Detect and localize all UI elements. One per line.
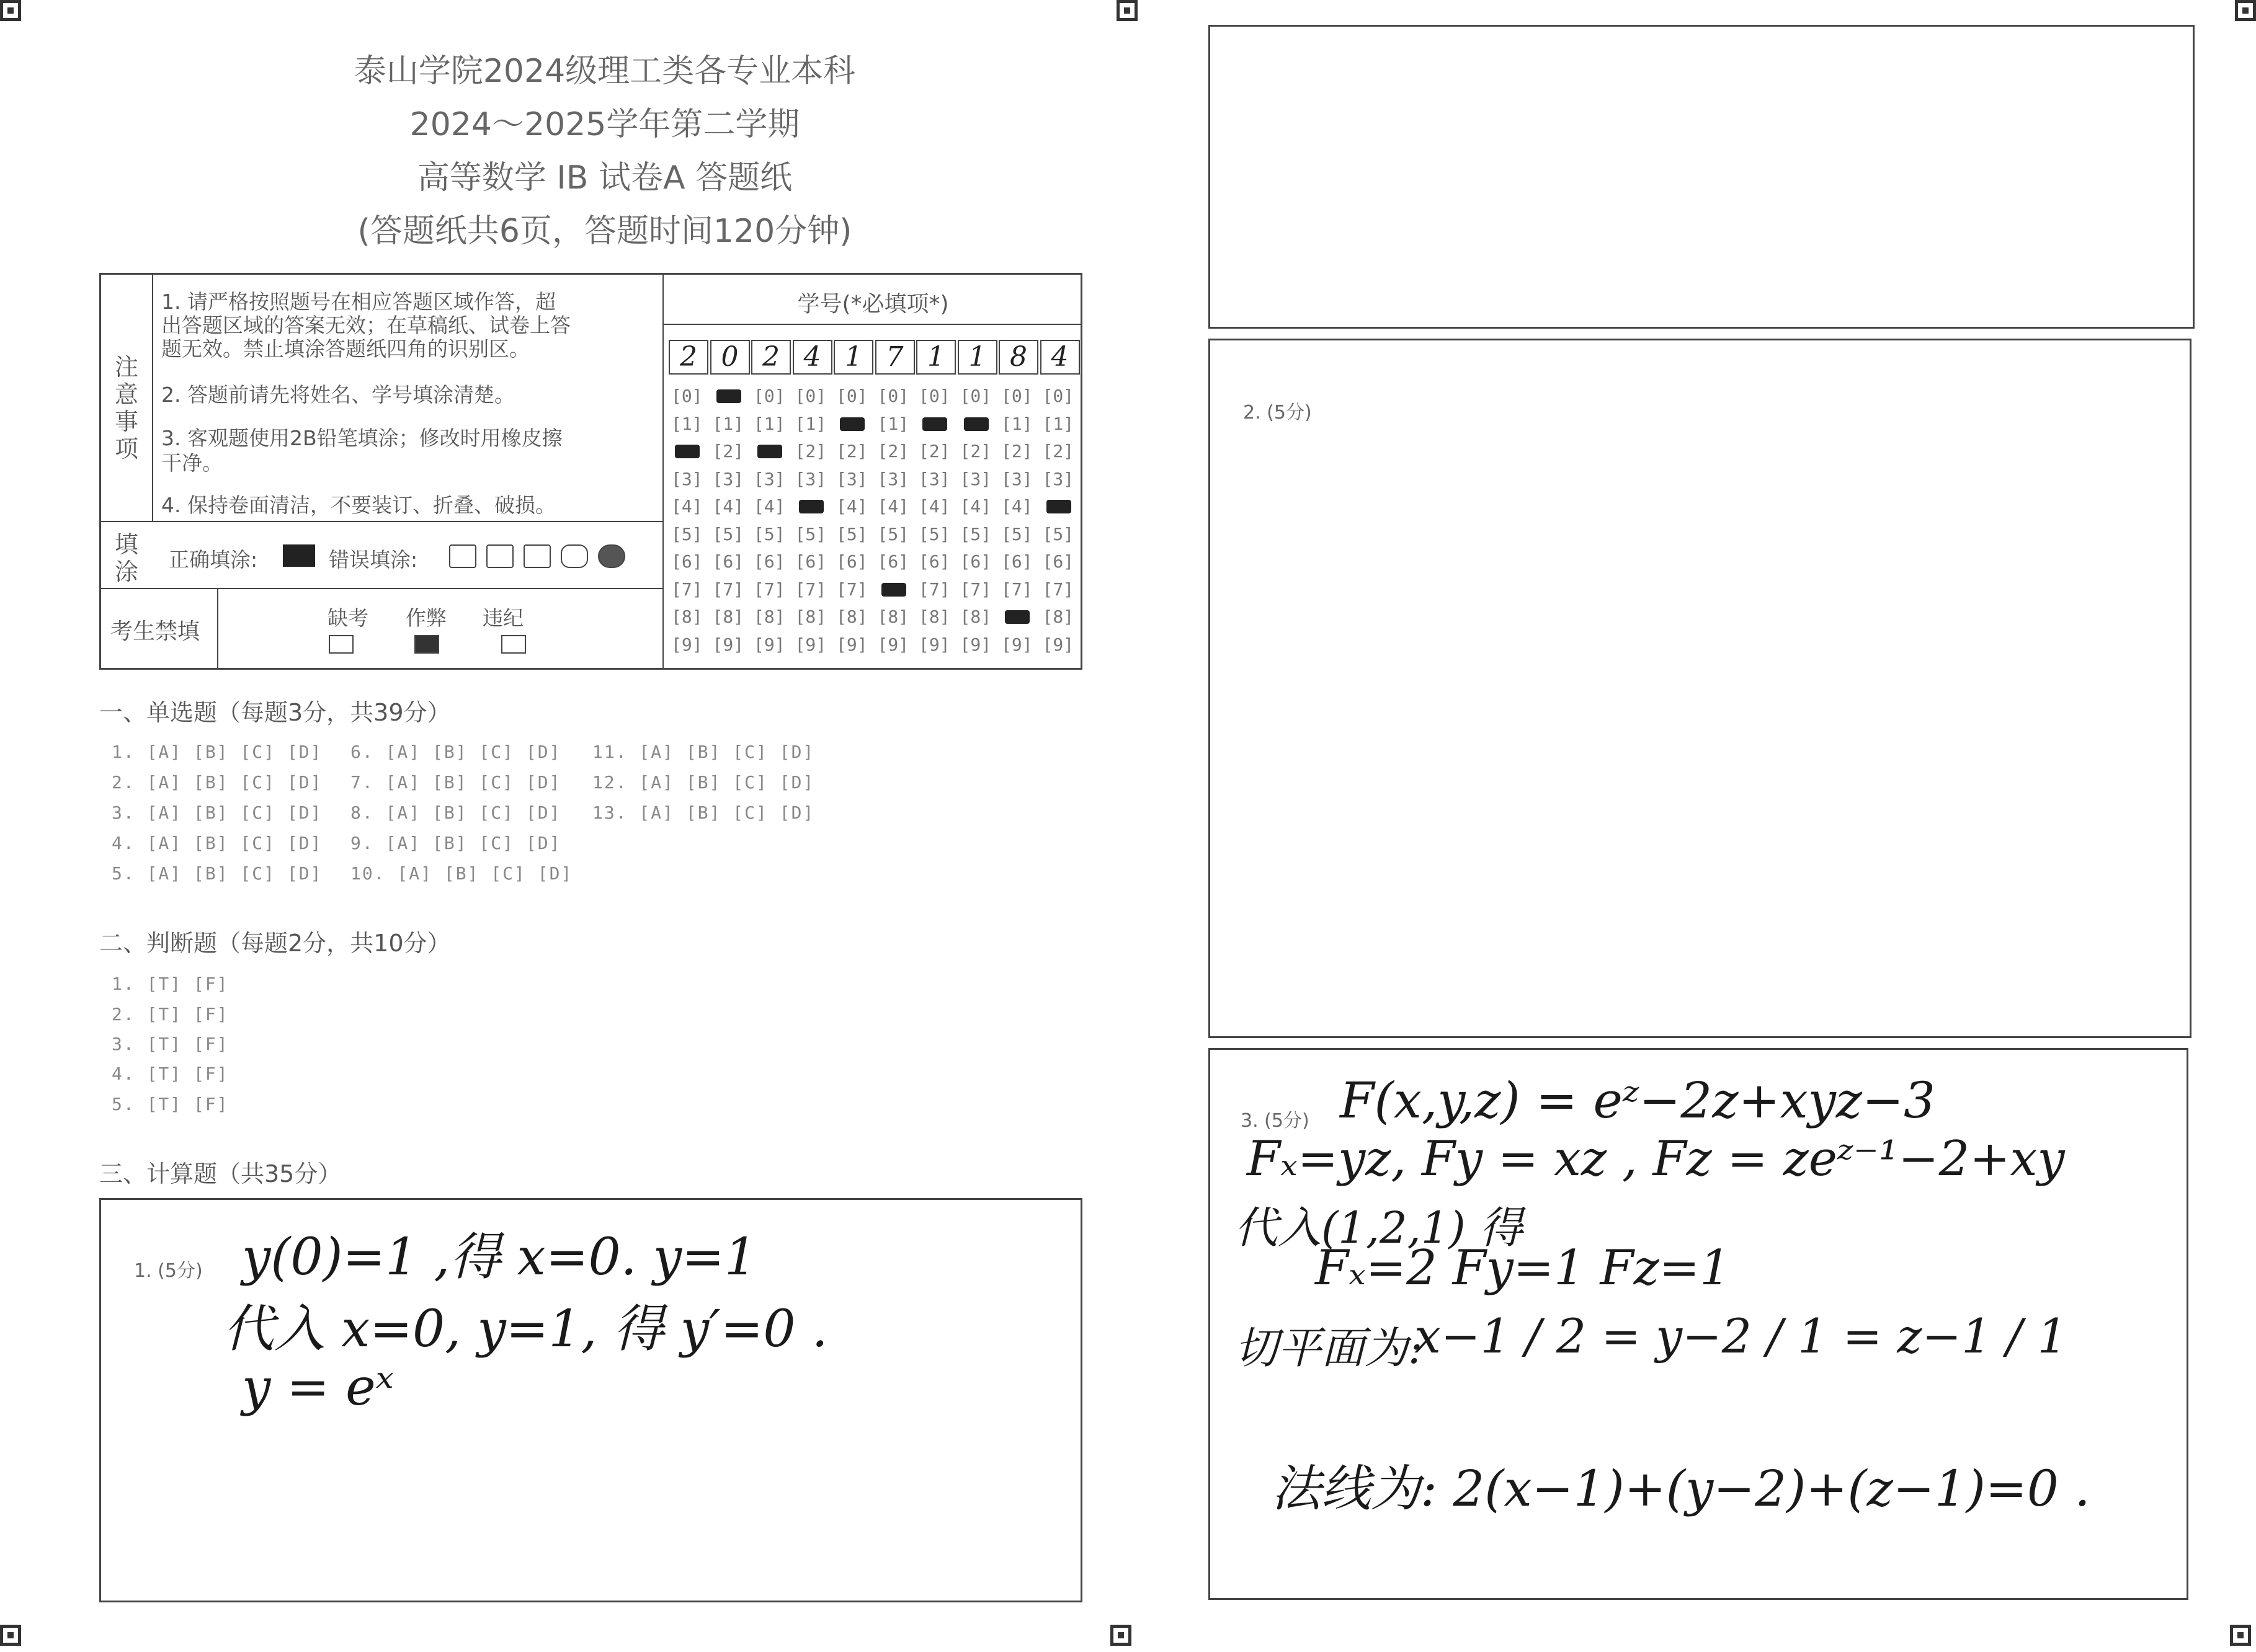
student-id-bubble[interactable]: [2] [1001, 441, 1033, 461]
wrong-sample-5 [598, 544, 625, 568]
student-id-bubble[interactable]: [6] [671, 551, 703, 572]
student-id-bubble[interactable]: [4] [1001, 496, 1033, 517]
student-id-bubble[interactable]: [8] [836, 606, 868, 627]
student-id-bubble[interactable]: [4] [671, 496, 703, 517]
divider [99, 588, 664, 589]
forbid-absent-label: 缺考 [328, 606, 368, 630]
student-id-bubble[interactable]: [5] [960, 523, 992, 544]
student-id-bubble[interactable]: [3] [877, 468, 909, 489]
student-id-digit-2: 0 [710, 340, 750, 375]
student-id-bubble[interactable]: [2] [960, 441, 992, 461]
student-id-bubble[interactable]: [5] [795, 523, 827, 544]
student-id-bubble[interactable]: [5] [1042, 523, 1074, 544]
notice-item-2: 2. 答题前请先将姓名、学号填涂清楚。 [161, 383, 515, 407]
student-id-bubble[interactable]: [6] [836, 551, 868, 572]
student-id-bubble[interactable]: [7] [960, 579, 992, 600]
answer-2-label: 2. (5分) [1243, 402, 1312, 424]
student-id-digit-9: 8 [999, 340, 1038, 375]
student-id-bubble[interactable]: [7] [919, 579, 950, 600]
corner-marker-top-left [0, 0, 21, 21]
divider [217, 588, 218, 670]
student-id-bubble[interactable]: [5] [671, 523, 703, 544]
student-id-bubble[interactable]: [0] [919, 386, 950, 406]
student-id-bubble[interactable]: [4] [754, 496, 785, 517]
student-id-bubble[interactable]: [5] [754, 523, 785, 544]
answer-box-2[interactable] [1208, 339, 2191, 1038]
notice-item-3a: 3. 客观题使用2B铅笔填涂；修改时用橡皮擦 [161, 426, 563, 450]
tf-5[interactable]: 5. [T] [F] [112, 1094, 229, 1114]
mcq-7[interactable]: 7. [A] [B] [C] [D] [350, 772, 561, 793]
student-id-bubble[interactable]: [4] [712, 496, 744, 517]
student-id-bubble[interactable]: [3] [671, 468, 703, 489]
forbid-cheat-label: 作弊 [406, 606, 447, 630]
student-id-bubble[interactable]: [0] [1042, 386, 1074, 406]
corner-marker-top-right [2235, 0, 2256, 21]
student-id-bubble[interactable]: [4] [877, 496, 909, 517]
student-id-bubble[interactable]: [9] [919, 634, 950, 655]
student-id-bubble[interactable]: [5] [877, 523, 909, 544]
wrong-sample-2 [486, 544, 514, 568]
divider [99, 521, 664, 522]
student-id-digit-10: 4 [1040, 340, 1080, 375]
student-id-bubble[interactable]: [2] [836, 441, 868, 461]
student-id-bubble[interactable]: [6] [795, 551, 827, 572]
answer-3-line-2: Fₓ=yz, Fy = xz , Fz = zeᶻ⁻¹−2+xy [1247, 1131, 2065, 1187]
divider [664, 324, 1082, 325]
student-id-bubble[interactable]: [3] [754, 468, 785, 489]
student-id-bubble[interactable]: [0] [795, 386, 827, 406]
student-id-bubble[interactable]: [9] [1042, 634, 1074, 655]
student-id-bubble[interactable]: [7] [754, 579, 785, 600]
student-id-bubble-filled[interactable] [881, 583, 906, 597]
tf-3[interactable]: 3. [T] [F] [112, 1034, 229, 1054]
student-id-bubble-filled[interactable] [716, 389, 741, 403]
student-id-bubble[interactable]: [8] [877, 606, 909, 627]
student-id-bubble[interactable]: [6] [960, 551, 992, 572]
answer-3-line-1: F(x,y,z) = eᶻ−2z+xyz−3 [1340, 1072, 1935, 1129]
student-id-bubble[interactable]: [9] [877, 634, 909, 655]
answer-3-line-4: Fₓ=2 Fy=1 Fz=1 [1315, 1240, 1731, 1296]
notice-item-3b: 干净。 [161, 451, 223, 475]
notice-item-1a: 1. 请严格按照题号在相应答题区域作答，超 [161, 290, 556, 314]
answer-3-line-6: 法线为: 2(x−1)+(y−2)+(z−1)=0 . [1272, 1460, 2090, 1517]
student-id-bubble[interactable]: [3] [712, 468, 744, 489]
student-id-digit-5: 1 [834, 340, 873, 375]
student-id-bubble[interactable]: [8] [712, 606, 744, 627]
student-id-bubble[interactable]: [6] [712, 551, 744, 572]
corner-marker-bottom-right [2230, 1625, 2251, 1646]
student-id-digit-8: 1 [958, 340, 997, 375]
header-school: 泰山学院2024级理工类各专业本科 [354, 53, 856, 90]
student-id-bubble[interactable]: [1] [877, 413, 909, 434]
notice-item-1c: 题无效。禁止填涂答题纸四角的识别区。 [161, 337, 530, 361]
student-id-bubble[interactable]: [6] [754, 551, 785, 572]
header-note: (答题纸共6页，答题时间120分钟) [357, 213, 852, 250]
corner-marker-bottom-middle [1110, 1625, 1131, 1646]
student-id-bubble[interactable]: [5] [836, 523, 868, 544]
student-id-bubble[interactable]: [8] [1042, 606, 1074, 627]
student-id-bubble[interactable]: [2] [712, 441, 744, 461]
student-id-bubble[interactable]: [2] [795, 441, 827, 461]
student-id-bubble[interactable]: [3] [795, 468, 827, 489]
student-id-bubble[interactable]: [7] [836, 579, 868, 600]
corner-marker-top-middle [1117, 0, 1138, 21]
student-id-bubble[interactable]: [6] [919, 551, 950, 572]
student-id-bubble[interactable]: [3] [1001, 468, 1033, 489]
student-id-bubble[interactable]: [8] [795, 606, 827, 627]
answer-3-line-5a: 切平面为: [1234, 1323, 1423, 1374]
tf-2[interactable]: 2. [T] [F] [112, 1004, 229, 1024]
forbid-label: 考生禁填 [110, 619, 200, 644]
wrong-sample-3 [524, 544, 551, 568]
student-id-bubble[interactable]: [4] [836, 496, 868, 517]
corner-marker-bottom-left [0, 1625, 21, 1646]
answer-1-line-1: y(0)=1 ,得 x=0. y=1 [242, 1228, 757, 1287]
student-id-bubble[interactable]: [7] [1001, 579, 1033, 600]
student-id-bubble[interactable]: [6] [1001, 551, 1033, 572]
section-single-choice: 一、单选题（每题3分，共39分） [99, 699, 451, 726]
student-id-bubble[interactable]: [7] [671, 579, 703, 600]
student-id-bubble[interactable]: [7] [795, 579, 827, 600]
student-id-bubble[interactable]: [9] [795, 634, 827, 655]
mcq-11[interactable]: 11. [A] [B] [C] [D] [592, 742, 815, 762]
student-id-bubble[interactable]: [5] [712, 523, 744, 544]
student-id-bubble[interactable]: [9] [712, 634, 744, 655]
answer-3-line-3: 代入(1,2,1) 得 [1234, 1202, 1523, 1253]
student-id-bubble[interactable]: [8] [919, 606, 950, 627]
wrong-sample-1 [449, 544, 476, 568]
notice-item-4: 4. 保持卷面清洁，不要装订、折叠、破损。 [161, 493, 556, 517]
mcq-5[interactable]: 5. [A] [B] [C] [D] [112, 863, 323, 884]
student-id-bubble[interactable]: [6] [1042, 551, 1074, 572]
fill-label: 填涂 [114, 531, 138, 585]
student-id-bubble[interactable]: [4] [919, 496, 950, 517]
mcq-9[interactable]: 9. [A] [B] [C] [D] [350, 833, 561, 853]
notice-label: 注意事项 [114, 353, 138, 463]
student-id-bubble[interactable]: [0] [1001, 386, 1033, 406]
answer-1-line-2: 代入 x=0, y=1, 得 y′=0 . [223, 1300, 828, 1359]
student-id-bubble-filled[interactable] [799, 500, 824, 513]
student-id-bubble[interactable]: [3] [1042, 468, 1074, 489]
mcq-3[interactable]: 3. [A] [B] [C] [D] [112, 802, 323, 823]
student-id-bubble-filled[interactable] [1046, 500, 1071, 513]
student-id-bubble[interactable]: [1] [1042, 413, 1074, 434]
student-id-bubble-filled[interactable] [922, 417, 947, 431]
answer-3-line-5b: x−1 / 2 = y−2 / 1 = z−1 / 1 [1414, 1308, 2067, 1364]
answer-3-label: 3. (5分) [1241, 1110, 1309, 1132]
forbid-violation-label: 违纪 [483, 606, 524, 630]
student-id-bubble[interactable]: [1] [754, 413, 785, 434]
student-id-bubble-filled[interactable] [964, 417, 989, 431]
student-id-bubble[interactable]: [8] [960, 606, 992, 627]
header-term: 2024～2025学年第二学期 [409, 106, 800, 143]
student-id-bubble[interactable]: [1] [712, 413, 744, 434]
student-id-bubble[interactable]: [5] [1001, 523, 1033, 544]
tf-4[interactable]: 4. [T] [F] [112, 1064, 229, 1084]
notice-item-1b: 出答题区域的答案无效；在草稿纸、试卷上答 [161, 313, 571, 337]
student-id-bubble[interactable]: [0] [836, 386, 868, 406]
student-id-bubble[interactable]: [9] [1001, 634, 1033, 655]
answer-1-line-3: y = eˣ [242, 1358, 394, 1417]
student-id-bubble[interactable]: [1] [795, 413, 827, 434]
forbid-violation-checkbox[interactable] [501, 635, 526, 654]
mcq-4[interactable]: 4. [A] [B] [C] [D] [112, 833, 323, 853]
student-id-digit-4: 4 [793, 340, 832, 375]
forbid-absent-checkbox[interactable] [329, 635, 354, 654]
student-id-digit-7: 1 [916, 340, 956, 375]
mcq-13[interactable]: 13. [A] [B] [C] [D] [592, 802, 815, 823]
student-id-bubble[interactable]: [2] [919, 441, 950, 461]
student-id-bubble[interactable]: [0] [671, 386, 703, 406]
student-id-bubble-filled[interactable] [757, 445, 782, 458]
student-id-bubble-filled[interactable] [1005, 610, 1030, 624]
student-id-bubble[interactable]: [9] [754, 634, 785, 655]
section-true-false: 二、判断题（每题2分，共10分） [99, 930, 451, 957]
student-id-bubble[interactable]: [1] [1001, 413, 1033, 434]
student-id-bubble[interactable]: [1] [671, 413, 703, 434]
section-calculation: 三、计算题（共35分） [99, 1160, 342, 1188]
mcq-6[interactable]: 6. [A] [B] [C] [D] [350, 742, 561, 762]
student-id-header: 学号(*必填项*) [797, 291, 949, 317]
student-id-digit-1: 2 [669, 340, 708, 375]
answer-1-label: 1. (5分) [134, 1260, 203, 1282]
student-id-bubble-filled[interactable] [840, 417, 865, 431]
mcq-10[interactable]: 10. [A] [B] [C] [D] [350, 863, 573, 884]
student-id-bubble[interactable]: [5] [919, 523, 950, 544]
student-id-bubble[interactable]: [7] [712, 579, 744, 600]
student-id-bubble[interactable]: [4] [960, 496, 992, 517]
answer-box-1-continued[interactable] [1208, 25, 2195, 329]
student-id-bubble[interactable]: [0] [754, 386, 785, 406]
student-id-bubble[interactable]: [0] [960, 386, 992, 406]
student-id-bubble[interactable]: [3] [836, 468, 868, 489]
student-id-digit-3: 2 [751, 340, 791, 375]
student-id-bubble[interactable]: [8] [754, 606, 785, 627]
student-id-bubble[interactable]: [2] [1042, 441, 1074, 461]
mcq-2[interactable]: 2. [A] [B] [C] [D] [112, 772, 323, 793]
student-id-bubble-filled[interactable] [675, 445, 700, 458]
tf-1[interactable]: 1. [T] [F] [112, 974, 229, 994]
fill-correct-label: 正确填涂: [169, 548, 258, 572]
mcq-12[interactable]: 12. [A] [B] [C] [D] [592, 772, 815, 793]
student-id-bubble[interactable]: [3] [960, 468, 992, 489]
mcq-8[interactable]: 8. [A] [B] [C] [D] [350, 802, 561, 823]
header-paper: 高等数学 IB 试卷A 答题纸 [417, 159, 793, 197]
forbid-cheat-checkbox[interactable] [414, 635, 439, 654]
wrong-sample-4 [561, 544, 588, 568]
student-id-bubble[interactable]: [9] [671, 634, 703, 655]
divider [152, 273, 153, 521]
fill-correct-sample [283, 544, 315, 567]
student-id-bubble[interactable]: [0] [877, 386, 909, 406]
fill-wrong-label: 错误填涂: [329, 548, 418, 572]
student-id-bubble[interactable]: [8] [671, 606, 703, 627]
student-id-bubble[interactable]: [6] [877, 551, 909, 572]
student-id-bubble[interactable]: [7] [1042, 579, 1074, 600]
student-id-bubble[interactable]: [9] [836, 634, 868, 655]
mcq-1[interactable]: 1. [A] [B] [C] [D] [112, 742, 323, 762]
student-id-bubble[interactable]: [3] [919, 468, 950, 489]
student-id-digit-6: 7 [875, 340, 915, 375]
student-id-bubble[interactable]: [2] [877, 441, 909, 461]
student-id-bubble[interactable]: [9] [960, 634, 992, 655]
divider [662, 273, 664, 670]
